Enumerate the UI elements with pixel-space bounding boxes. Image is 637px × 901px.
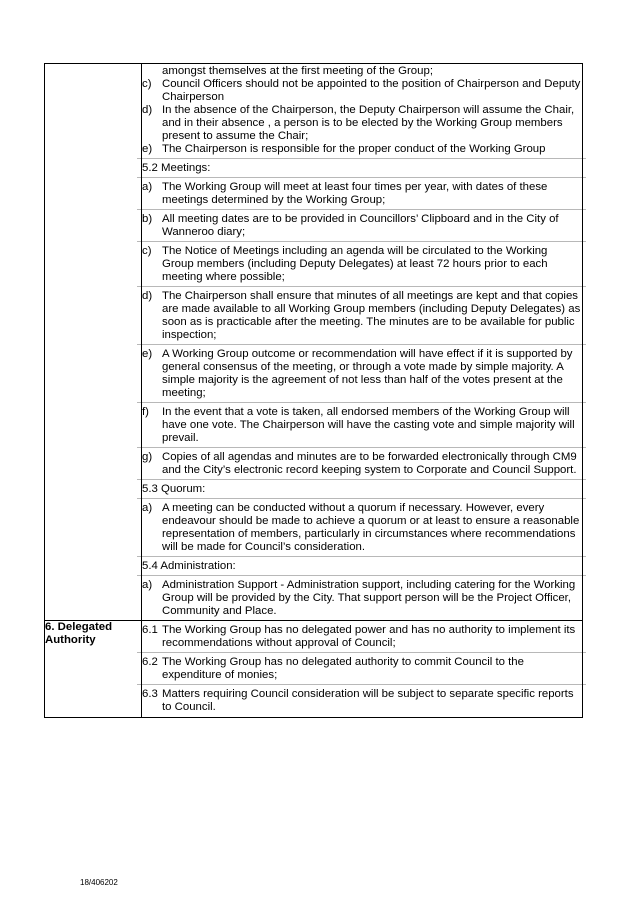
list-item-text: The Notice of Meetings including an agenda will be circulated to the Working Group members (including Deputy Delegates) at least 72 hours prior to each meeting where possible;	[162, 245, 548, 283]
row-divider	[137, 344, 586, 345]
row-divider	[137, 209, 586, 210]
list-item	[142, 451, 582, 477]
list-item-text: The Working Group will meet at least four times per year, with dates of these meetings determined by the Working Group;	[162, 181, 548, 206]
list-item-marker: c)	[142, 78, 152, 90]
row-divider	[137, 241, 586, 242]
row-divider	[137, 447, 586, 448]
row-divider	[137, 575, 586, 576]
list-item	[142, 406, 582, 445]
list-item-marker: d)	[142, 290, 153, 302]
list-item-text: Copies of all agendas and minutes are to be forwarded electronically through CM9 and the City’s electronic record keeping system to Corporate and Council Support.	[162, 451, 577, 476]
list-item-text: The Working Group has no delegated power and has no authority to implement its recommendations without approval of Council;	[162, 624, 576, 649]
list-item	[142, 104, 582, 143]
list-item-text: All meeting dates are to be provided in Councillors’ Clipboard and in the City of Wanneroo diary;	[162, 213, 559, 238]
list-item-marker: e)	[142, 348, 153, 360]
row-divider	[137, 498, 586, 499]
table-row	[45, 64, 583, 621]
list-item-marker: g)	[142, 451, 153, 463]
list-item-marker: 6.3	[142, 688, 158, 700]
list-item	[142, 181, 582, 207]
list-item-text: amongst themselves at the first meeting of the Group;	[162, 65, 433, 77]
list-item	[142, 502, 582, 554]
terms-table-body	[45, 64, 583, 718]
list-item-text: In the event that a vote is taken, all endorsed members of the Working Group will have one vote. The Chairperson will have the casting vote and simple majority will prevail.	[162, 406, 575, 444]
document-reference-number: 18/406202	[80, 878, 118, 887]
list-item-text: Administration Support - Administration support, including catering for the Working Group will be provided by the City. That support person will be the Project Officer, Community and Place.	[162, 579, 576, 617]
list-item	[142, 213, 582, 239]
subsection-heading: 5.2 Meetings:	[142, 162, 211, 174]
list-item	[142, 245, 582, 284]
list-item	[142, 688, 582, 714]
list-item-marker: a)	[142, 181, 153, 193]
row-divider	[137, 177, 586, 178]
list-item-marker: d)	[142, 104, 153, 116]
list-item	[142, 78, 582, 104]
row-divider	[137, 286, 586, 287]
row-divider	[137, 652, 586, 653]
list-item-marker: 6.1	[142, 624, 158, 636]
list-item	[142, 656, 582, 682]
list-item	[142, 624, 582, 650]
list-item-marker: b)	[142, 213, 153, 225]
list-item	[142, 579, 582, 618]
list-item-text: The Working Group has no delegated authority to commit Council to the expenditure of monies;	[162, 656, 524, 681]
subsection-heading: 5.4 Administration:	[142, 560, 236, 572]
section-label: 6. Delegated Authority	[45, 621, 142, 718]
row-divider	[137, 158, 586, 159]
list-item	[142, 65, 582, 78]
section-label	[45, 64, 142, 621]
list-item	[142, 143, 582, 156]
terms-of-reference-table	[44, 63, 583, 718]
row-divider	[137, 684, 586, 685]
list-item-text: The Chairperson shall ensure that minutes of all meetings are kept and that copies are made available to all Working Group members (including Deputy Delegates) as soon as is practicable after the meeting. The minutes are to be available for public inspection;	[162, 290, 581, 341]
list-item-text: The Chairperson is responsible for the proper conduct of the Working Group	[162, 143, 546, 155]
list-item-text: Council Officers should not be appointed to the position of Chairperson and Deputy Chairperson	[162, 78, 581, 103]
subsection-heading: 5.3 Quorum:	[142, 483, 206, 495]
row-divider	[137, 402, 586, 403]
list-item-marker: e)	[142, 143, 153, 155]
list-item-marker: f)	[142, 406, 149, 418]
list-item	[142, 348, 582, 400]
row-divider	[137, 556, 586, 557]
section-content	[142, 621, 583, 718]
list-item-marker: a)	[142, 579, 153, 591]
section-content	[142, 64, 583, 621]
row-divider	[137, 479, 586, 480]
list-item-marker: c)	[142, 245, 152, 257]
list-item-text: A Working Group outcome or recommendation will have effect if it is supported by general consensus of the meeting, or through a vote made by simple majority. A simple majority is the agreement of not less than half of the votes present at the meeting;	[162, 348, 573, 399]
list-item-text: A meeting can be conducted without a quorum if necessary. However, every endeavour should be made to achieve a quorum or at least to ensure a reasonable representation of members, particularly in circumstances where recommendations will be made for Council’s consideration.	[162, 502, 580, 553]
list-item-marker: 6.2	[142, 656, 158, 668]
list-item-text: In the absence of the Chairperson, the Deputy Chairperson will assume the Chair, and in their absence , a person is to be elected by the Working Group members present to assume the Chair;	[162, 104, 575, 142]
list-item	[142, 290, 582, 342]
list-item-text: Matters requiring Council consideration will be subject to separate specific reports to Council.	[162, 688, 574, 713]
table-row	[45, 621, 583, 718]
list-item-marker: a)	[142, 502, 153, 514]
